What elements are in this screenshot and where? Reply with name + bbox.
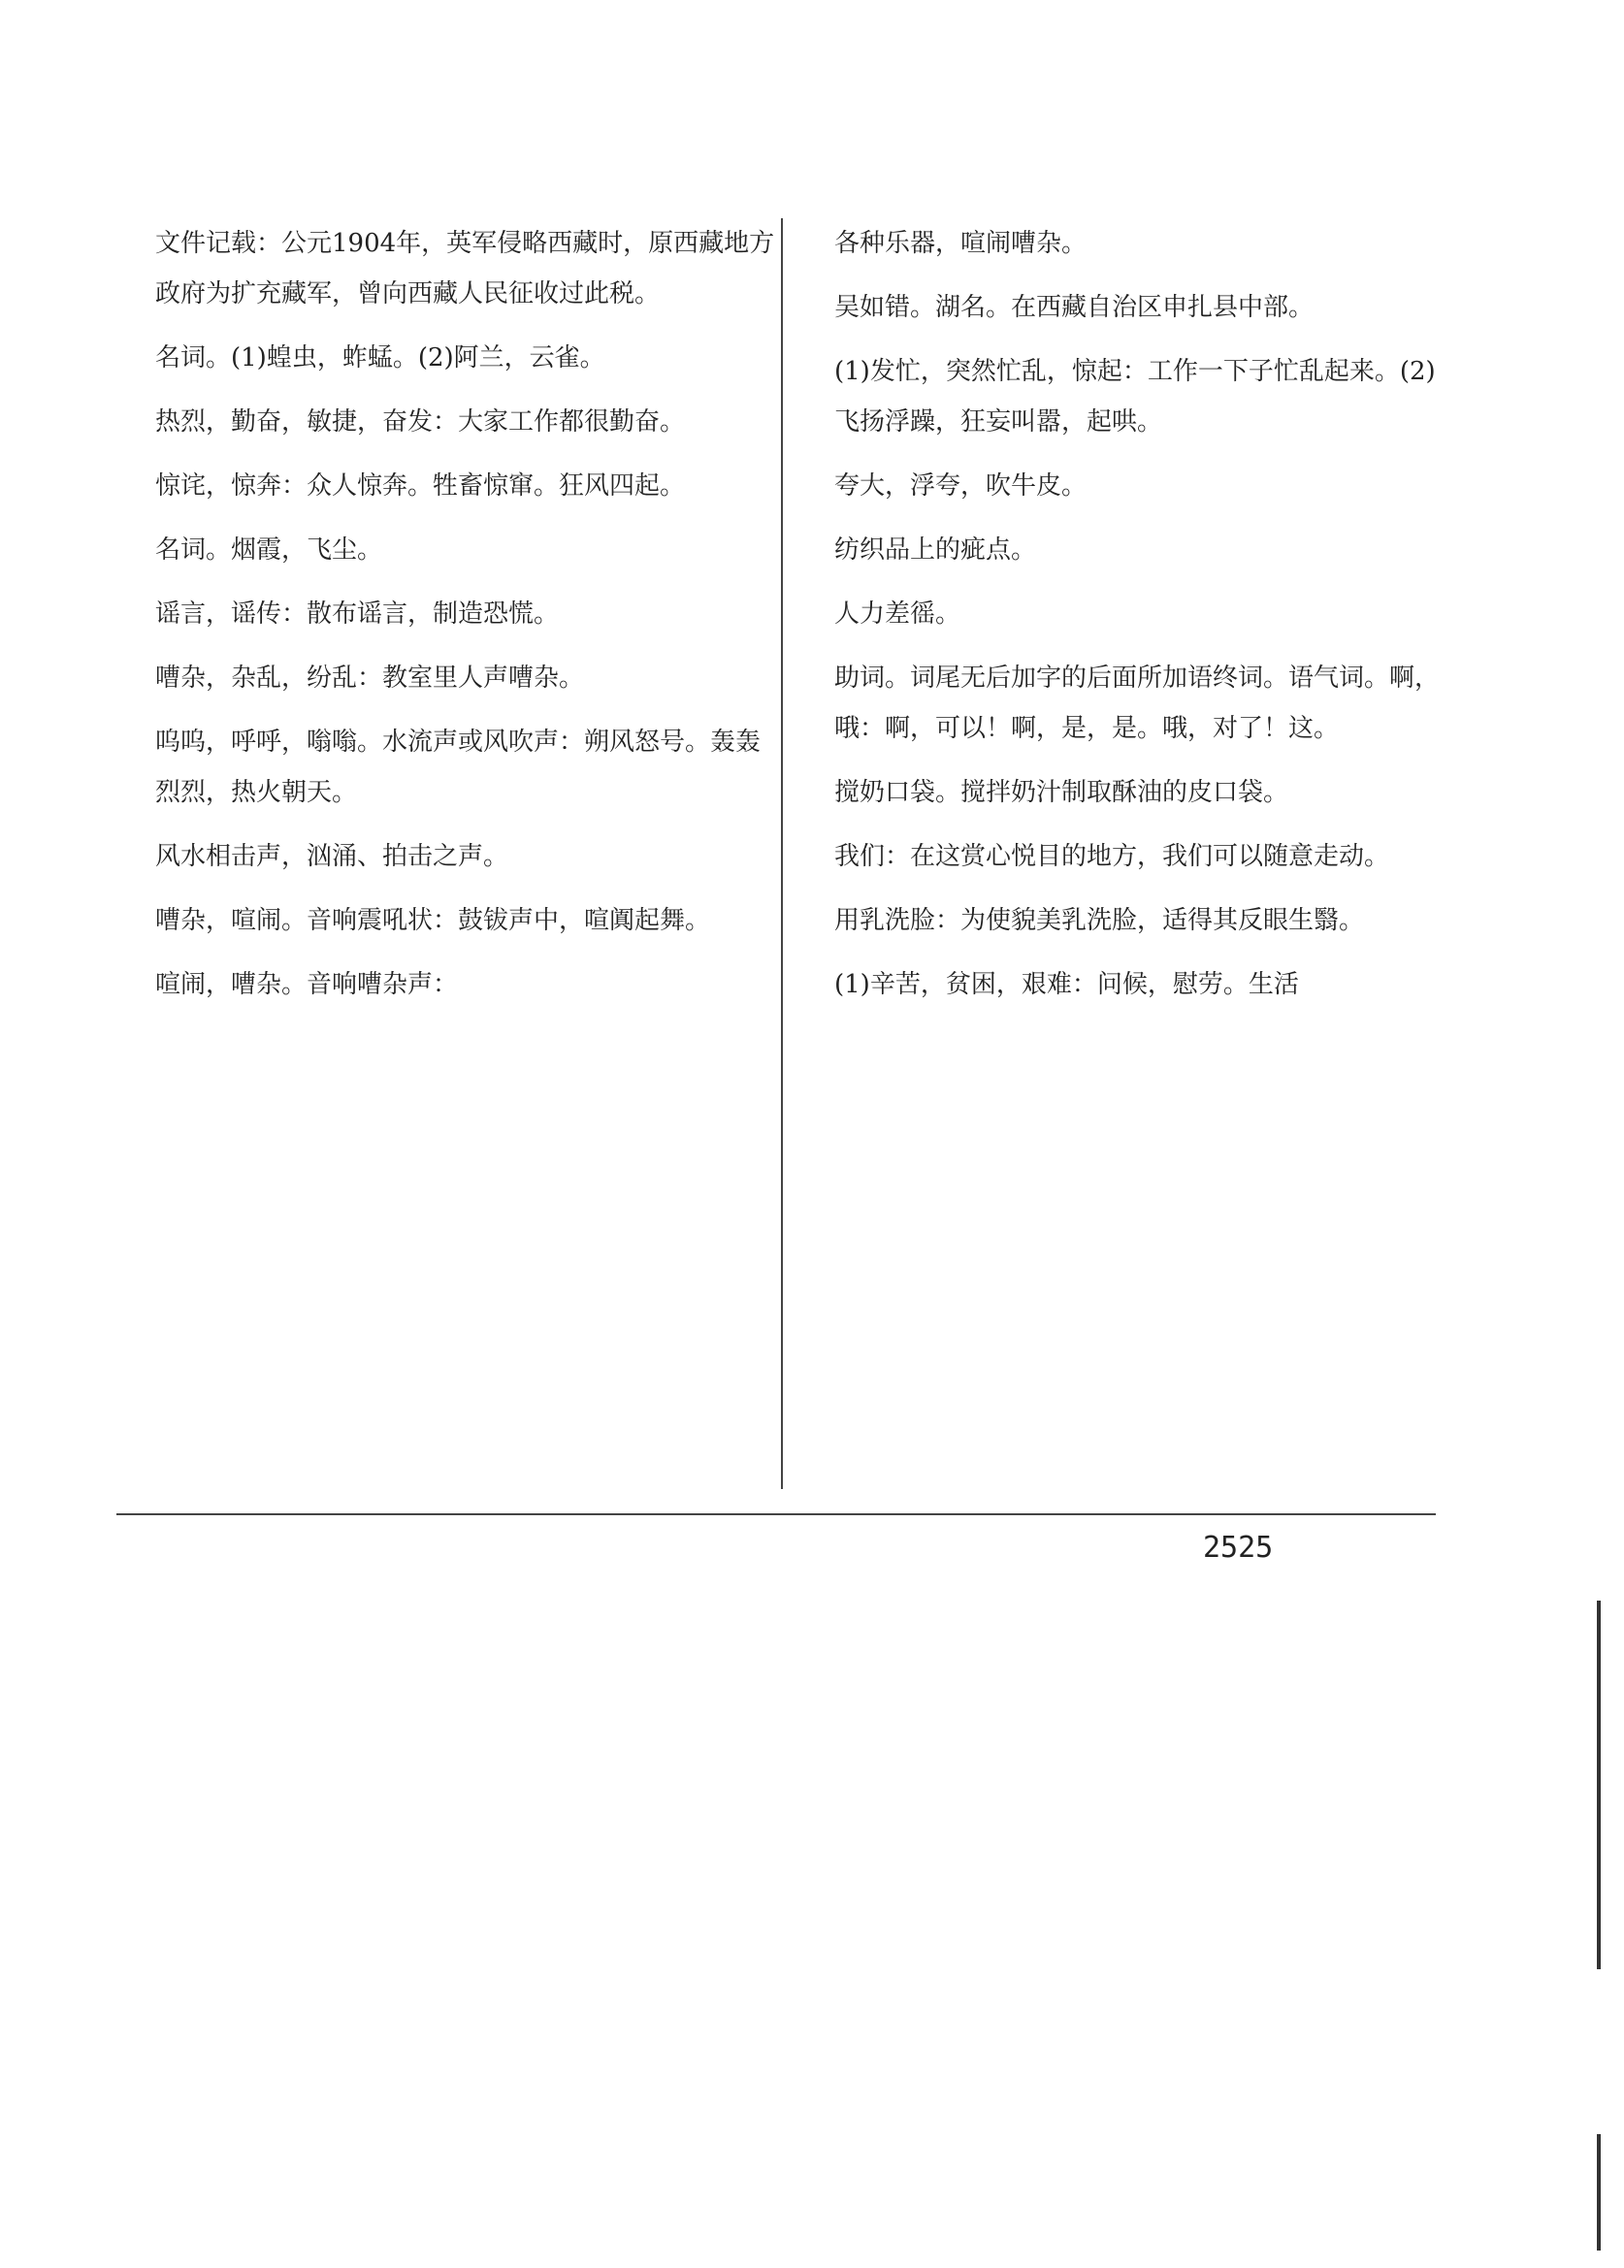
entry-text: (1)辛苦，贫困，艰难：问候，慰劳。生活: [834, 970, 1299, 999]
entry-text: 我们：在这赏心悦目的地方，我们可以随意走动。: [834, 842, 1390, 871]
entry-text: 惊诧，惊奔：众人惊奔。牲畜惊窜。狂风四起。: [155, 471, 686, 501]
entry-text: 各种乐器，喧闹嘈杂。: [834, 229, 1088, 258]
entry-text: 热烈，勤奋，敏捷，奋发：大家工作都很勤奋。: [155, 407, 686, 437]
page-number: 2525: [1203, 1531, 1274, 1565]
entry-text: 名词。烟霞，飞尘。: [155, 535, 383, 565]
left-column: [155, 218, 776, 1023]
entry-text: 嘈杂，杂乱，纷乱：教室里人声嘈杂。: [155, 664, 585, 693]
entry-text: 人力差徭。: [834, 599, 961, 629]
entry-text: (1)发忙，突然忙乱，惊起：工作一下子忙乱起来。(2)飞扬浮躁，狂妄叫嚣，起哄。: [834, 357, 1436, 437]
entry-text: 搅奶口袋。搅拌奶汁制取酥油的皮口袋。: [834, 778, 1289, 807]
entry-text: 风水相击声，汹涌、拍击之声。: [155, 842, 509, 871]
entry-text: 用乳洗脸：为使貌美乳洗脸，适得其反眼生翳。: [834, 906, 1365, 935]
entry-text: 夸大，浮夸，吹牛皮。: [834, 471, 1088, 501]
scan-edge-mark: [1597, 1601, 1601, 1969]
entry-text: 呜呜，呼呼，嗡嗡。水流声或风吹声：朔风怒号。轰轰烈烈，热火朝天。: [155, 728, 762, 807]
scan-edge-mark: [1597, 2134, 1601, 2251]
footer-rule: [116, 1513, 1436, 1515]
column-divider: [781, 218, 783, 1489]
entry-text: 吴如错。湖名。在西藏自治区申扎县中部。: [834, 293, 1315, 322]
entry-text: 嘈杂，喧闹。音响震吼状：鼓钹声中，喧阗起舞。: [155, 906, 711, 935]
entry-text: 名词。(1)蝗虫，蚱蜢。(2)阿兰，云雀。: [155, 343, 605, 373]
entry-text: 喧闹，嘈杂。音响嘈杂声：: [155, 970, 459, 999]
entry-text: 助词。词尾无后加字的后面所加语终词。语气词。啊，哦：啊，可以！啊，是，是。哦，对了！这。: [834, 664, 1441, 743]
entry-text: 谣言，谣传：散布谣言，制造恐慌。: [155, 599, 560, 629]
right-column: [834, 218, 1455, 1023]
entry-text: 文件记载：公元1904年，英军侵略西藏时，原西藏地方政府为扩充藏军，曾向西藏人民征收过此税。: [155, 229, 775, 308]
entry-text: 纺织品上的疵点。: [834, 535, 1037, 565]
